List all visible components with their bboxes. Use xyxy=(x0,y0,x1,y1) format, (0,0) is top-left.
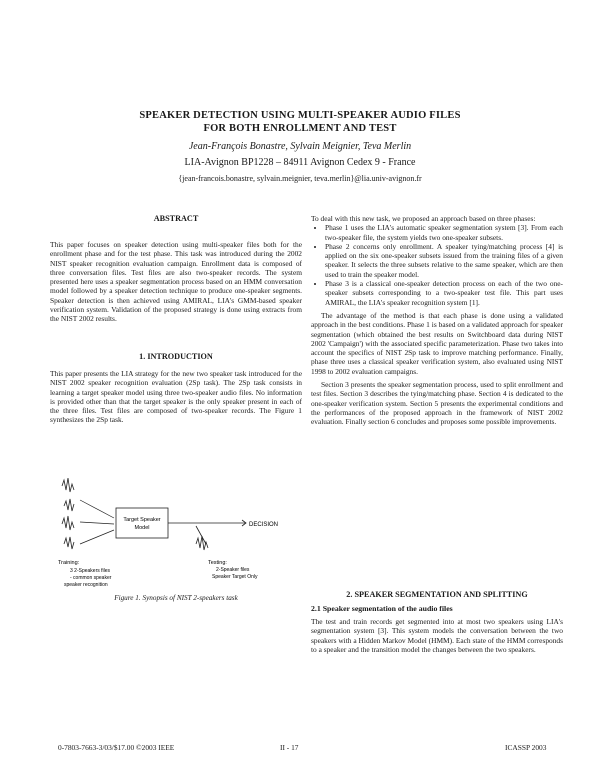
intro-heading: 1. INTRODUCTION xyxy=(139,352,213,361)
model-label-1: Target Speaker xyxy=(123,517,161,523)
phase-3-item: • Phase 3 is a classical one-speaker detection process on each of the two one-speaker subsets corresponding to a two-speaker test file. This part uses AMIRAL, the LIA's speaker recognition system [1]. xyxy=(325,279,563,307)
abstract-heading: ABSTRACT xyxy=(153,214,199,223)
section-2-heading: 2. SPEAKER SEGMENTATION AND SPLITTING xyxy=(346,590,528,599)
footer-copyright: 0-7803-7663-3/03/$17.00 ©2003 IEEE xyxy=(58,743,175,752)
decision-label: DECISION xyxy=(249,522,279,528)
right-column xyxy=(311,214,563,427)
training-desc-3: speaker recognition xyxy=(64,582,108,588)
paper-title-line1: SPEAKER DETECTION USING MULTI-SPEAKER AUDIO FILES xyxy=(139,110,461,121)
approach-intro: To deal with this new task, we proposed an approach based on three phases: xyxy=(311,214,536,223)
training-desc-2: - common speaker xyxy=(70,575,112,581)
footer-conference: ICASSP 2003 xyxy=(505,743,547,752)
abstract-text: This paper focuses on speaker detection using multi-speaker files both for the enrollment phase and for the test phase. This task was introduced during the 2002 NIST speaker recognition evaluation campaign. Enrollment data is composed of three conversation files. Test files are also two-speaker records. The system presented here uses a speaker segmentation process based on an HMM conversation model followed by a speaker detection technique to produce one-speaker segments. Speaker detection is then achieved using AMIRAL, LIA's GMM-based speaker verification system. Validation of the proposed strategy is done using extracts from the NIST 2002 results. xyxy=(50,240,302,324)
testing-desc-2: Speaker Target Only xyxy=(212,574,258,580)
outline-paragraph: Section 3 presents the speaker segmentation process, used to split enrollment and test files. Section 3 describes the tying/matching phase. Section 4 is dedicated to the one-speaker verification system. Section 5 presents the experimental conditions and the performances of the proposed approach in the framework of NIST 2002 evaluation. Finally section 6 concludes and proposes some possible improvements. xyxy=(311,380,563,427)
figure-1-diagram xyxy=(56,478,296,598)
model-label-2: Model xyxy=(134,525,150,531)
intro-text: This paper presents the LIA strategy for the new two speaker task introduced for the NIST 2002 speaker recognition evaluation (2Sp task). The 2Sp task consists in learning a target speaker model using three two-speaker audio files. No information is provided other than that the target speaker is the only speaker present in each of the three files. Test files are composed of two-speaker records. The Figure 1 synthesizes the 2Sp task. xyxy=(50,369,302,425)
phase-list xyxy=(311,223,563,307)
training-label: Training: xyxy=(58,560,80,566)
section-2-1-text: The test and train records get segmented into at most two speakers using LIA's segmentation system [3]. This system models the conversation between the two speakers with a Hidden Markov Model (HMM). Each state of the HMM corresponds to a speaker and the transition model the changes between the two speakers. xyxy=(311,617,563,654)
figure-1 xyxy=(56,478,296,598)
advantage-paragraph: The advantage of the method is that each phase is done using a validated approach in the best conditions. Phase 1 is based on a validated approach for speaker segmentation (which obtained the best results on Switchboard data during NIST 2002 'Campaign') with the associated specific parameterization. Phase two takes into account the specifics of NIST 2Sp task to improve matching performance. Finally, phase three uses a classical speaker verification system, also evaluated using NIST 1998 to 2002 evaluation campaigns. xyxy=(311,310,563,376)
training-audio-icon xyxy=(62,478,74,549)
affiliation: LIA-Avignon BP1228 – 84911 Avignon Cedex 9 - France xyxy=(184,157,416,168)
target-model-box xyxy=(116,508,168,538)
authors: Jean-François Bonastre, Sylvain Meignier, Teva Merlin xyxy=(188,141,412,152)
phase-2-item: • Phase 2 concerns only enrollment. A speaker tying/matching process [4] is applied on the six one-speaker subsets issued from the training files of a given speaker. It selects the three subsets relative to the same speaker, which are then used to train the speaker model. xyxy=(325,242,563,279)
training-arrows xyxy=(80,500,114,544)
testing-desc-1: 2-Speaker files xyxy=(216,567,250,573)
section-2-1-heading: 2.1 Speaker segmentation of the audio files xyxy=(311,604,453,613)
testing-audio-icon xyxy=(196,526,208,550)
testing-label: Testing: xyxy=(208,560,227,566)
email: {jean-francois.bonastre, sylvain.meignier, teva.merlin}@lia.univ-avignon.fr xyxy=(178,174,422,183)
paper-title-line2: FOR BOTH ENROLLMENT AND TEST xyxy=(203,123,397,134)
training-desc-1: 3 2-Speakers files xyxy=(70,568,111,574)
phase-1-item: • Phase 1 uses the LIA's automatic speaker segmentation system [3]. From each two-speaker file, the system yields two one-speaker subsets. xyxy=(325,223,563,242)
figure-caption: Figure 1. Synopsis of NIST 2-speakers task xyxy=(114,594,238,602)
footer-page-number: II - 17 xyxy=(280,743,299,752)
